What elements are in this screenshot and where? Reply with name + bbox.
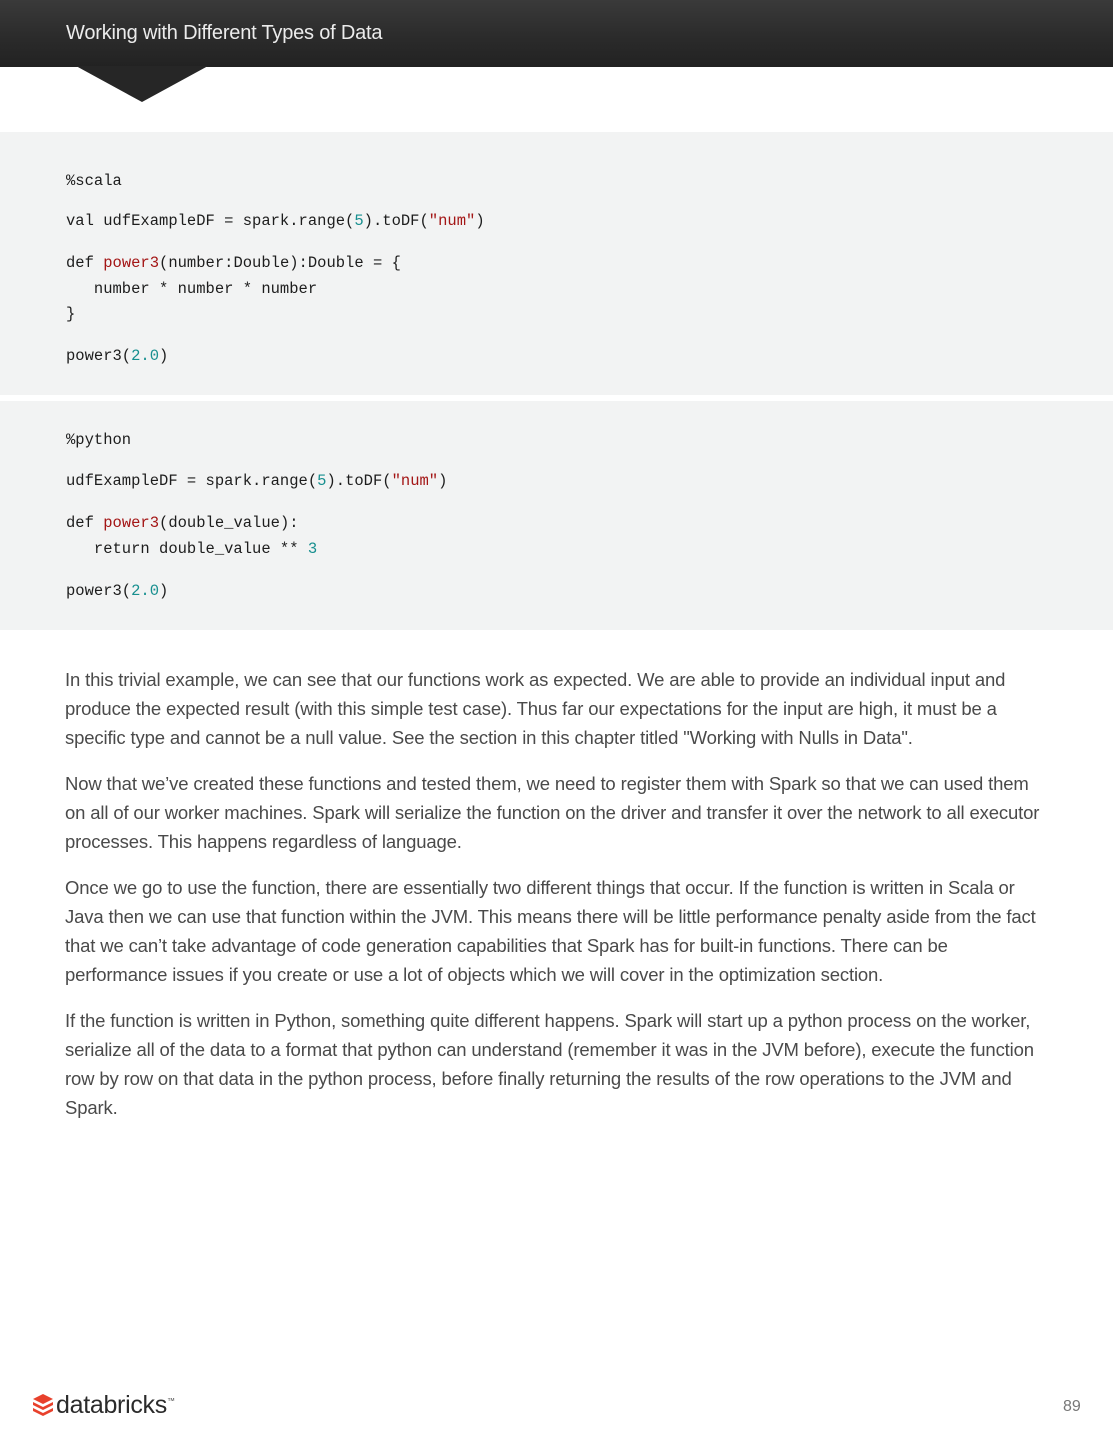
code-line: power3(2.0)	[66, 347, 169, 365]
code-line: }	[66, 305, 76, 323]
code-line: def power3(number:Double):Double = {	[66, 254, 401, 272]
logo-wordmark: databricks™	[56, 1390, 175, 1419]
code-line-magic: %python	[66, 431, 132, 449]
code-line: def power3(double_value):	[66, 514, 299, 532]
code-block-scala	[0, 132, 1113, 395]
paragraph: Now that we’ve created these functions and tested them, we need to register them with Spark so that we can used them on all of our worker machines. Spark will serialize the function on the driver and transfer it over the network to all executor processes. This happens regardless of language.	[65, 773, 1040, 852]
paragraph: If the function is written in Python, something quite different happens. Spark will start up a python process on the worker, serialize all of the data to a format that python can understand (remember it was in the JVM before), execute the function row by row on that data in the python process, before finally returning the results of the row operations to the JVM and Spark.	[65, 1010, 1034, 1118]
page-number: 89	[1063, 1398, 1081, 1415]
code-line: number * number * number	[66, 280, 318, 298]
chapter-title: Working with Different Types of Data	[66, 22, 383, 44]
paragraph: Once we go to use the function, there are essentially two different things that occur. If the function is written in Scala or Java then we can use that function within the JVM. This means there will be little performance penalty aside from the fact that we can’t take advantage of code generation capabilities that Spark has for built-in functions. There can be performance issues if you create or use a lot of objects which we will cover in the optimization section.	[65, 877, 1036, 985]
code-line: udfExampleDF = spark.range(5).toDF("num")	[66, 472, 448, 490]
code-line: val udfExampleDF = spark.range(5).toDF("num")	[66, 212, 485, 230]
code-block-python	[0, 401, 1113, 630]
code-line: power3(2.0)	[66, 582, 169, 600]
databricks-logo	[33, 1392, 175, 1418]
header-notch-decoration	[76, 66, 208, 102]
code-line-magic: %scala	[66, 172, 122, 190]
chapter-header	[0, 0, 1113, 67]
databricks-stack-icon	[33, 1394, 53, 1416]
paragraph: In this trivial example, we can see that our functions work as expected. We are able to provide an individual input and produce the expected result (with this simple test case). Thus far our expectations for the input are high, it must be a specific type and cannot be a null value. See the section in this chapter titled "Working with Nulls in Data".	[65, 669, 1006, 748]
code-line: return double_value ** 3	[66, 540, 318, 558]
